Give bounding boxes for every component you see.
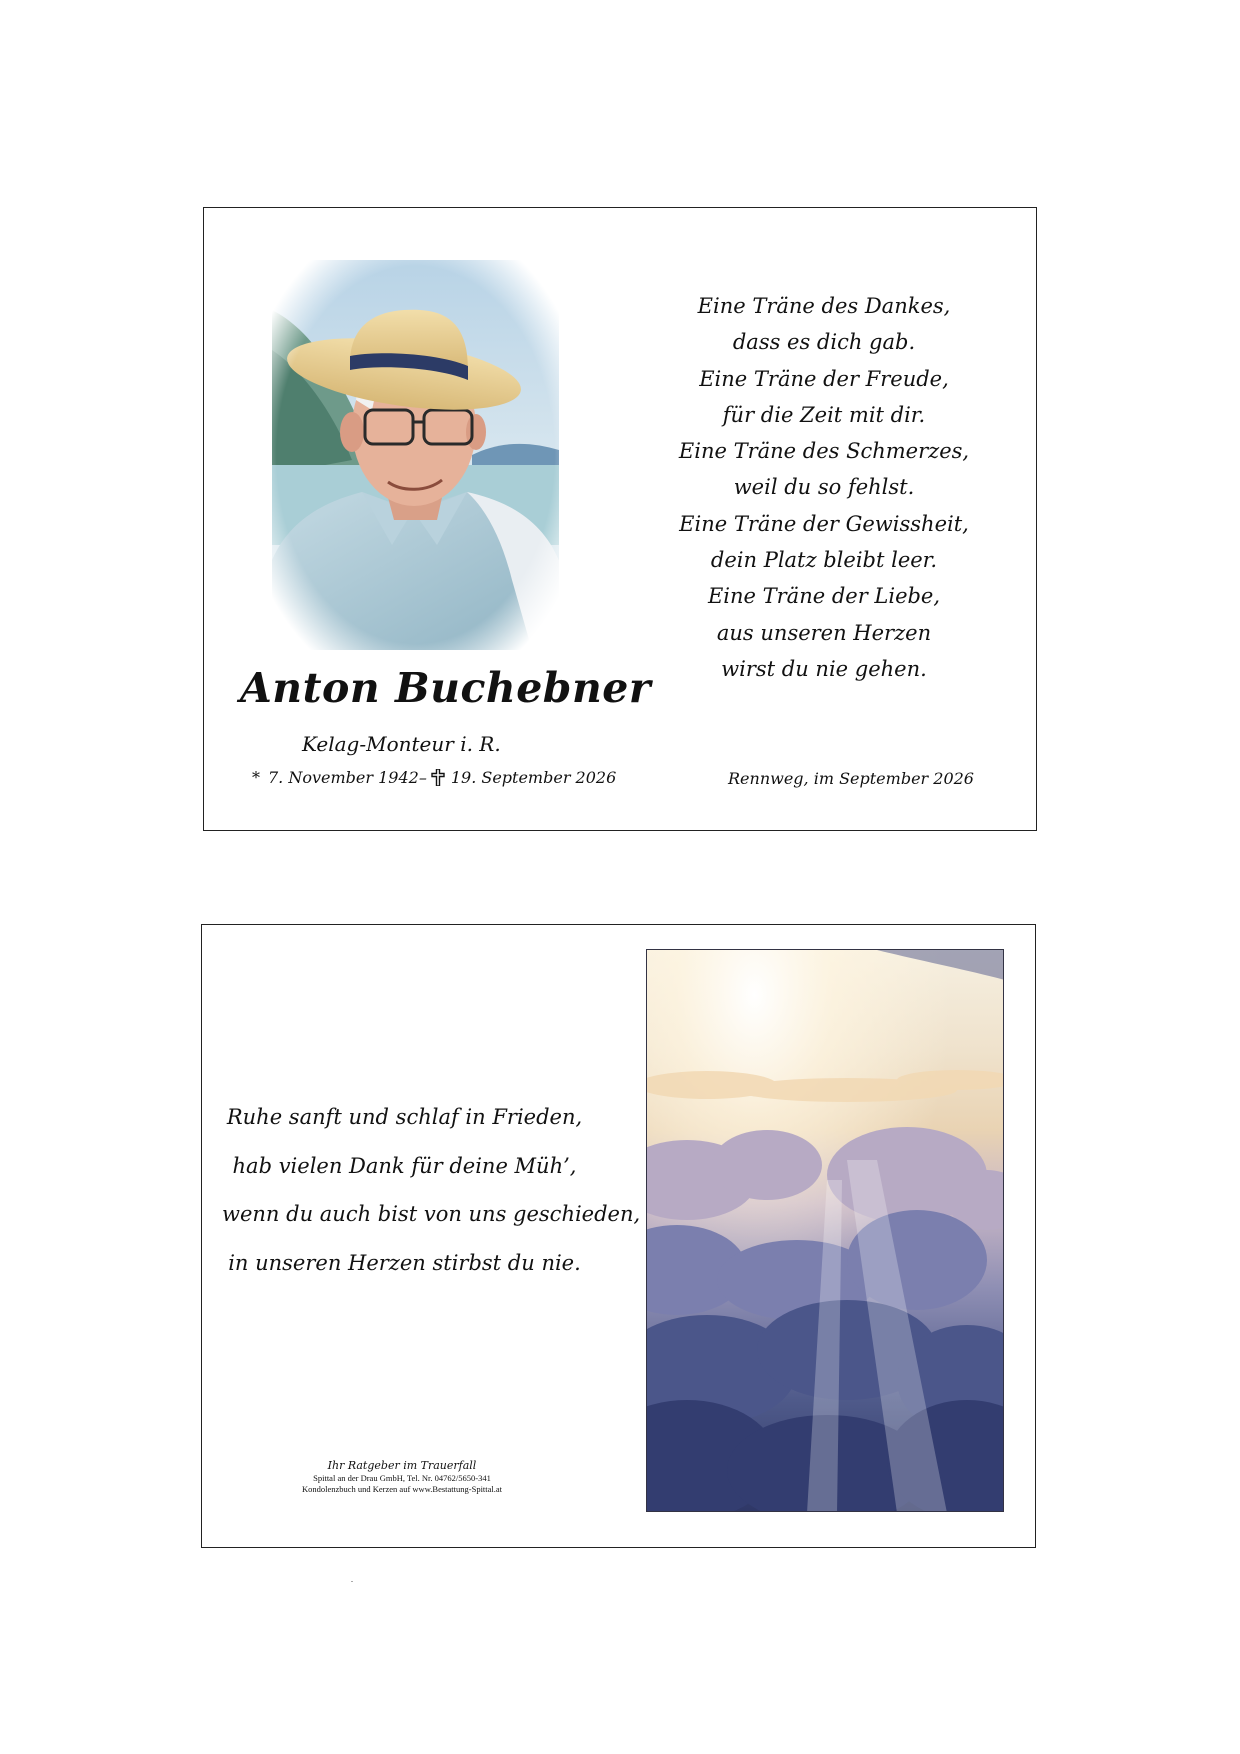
verse-line: wenn du auch bist von uns geschieden, [222,1202,641,1226]
poem-line: Eine Träne des Dankes, [697,294,951,318]
memorial-card-front [203,207,1037,831]
poem-line: wirst du nie gehen. [721,656,927,681]
portrait-illustration [272,260,559,650]
portrait-photo [272,260,559,650]
verse [222,1093,641,1287]
funeral-home-imprint [262,1459,542,1495]
poem-line: für die Zeit mit dir. [722,402,926,427]
poem-line: Eine Träne der Gewissheit, [679,511,969,536]
birth-date: 7. November 1942– [268,768,427,787]
deceased-name: Anton Buchebner [240,664,651,712]
poem-line: dein Platz bleibt leer. [710,548,938,573]
memorial-card-back [201,924,1036,1548]
funeral-home-tagline: Ihr Ratgeber im Trauerfall [327,1459,477,1472]
funeral-home-condolence: Kondolenzbuch und Kerzen auf www.Bestattung-Spittal.at [301,1484,503,1494]
clouds-illustration [647,950,1004,1512]
poem-line: Eine Träne der Liebe, [707,584,941,609]
death-date: 19. September 2026 [450,768,617,787]
verse-line: Ruhe sanft und schlaf in Frieden, [226,1105,583,1129]
place-and-date: Rennweg, im September 2026 [728,769,974,788]
verse-line: in unseren Herzen stirbst du nie. [228,1250,581,1275]
funeral-home-address: Spittal an der Drau GmbH, Tel. Nr. 04762/5650-341 [313,1473,491,1483]
verse-line: hab vielen Dank für deine Müh’, [232,1153,577,1178]
poem-line: Eine Träne des Schmerzes, [678,439,970,464]
poem-line: weil du so fehlst. [733,475,915,500]
life-dates [252,768,616,787]
occupation: Kelag-Monteur i. R. [302,732,501,756]
poem-line: dass es dich gab. [732,330,916,355]
scan-speck [351,1581,353,1582]
poem [674,288,974,687]
cross-icon [431,769,445,786]
poem-line: aus unseren Herzen [716,620,932,645]
clouds-photo [646,949,1004,1512]
poem-line: Eine Träne der Freude, [699,366,949,391]
birth-marker: * [252,768,260,787]
